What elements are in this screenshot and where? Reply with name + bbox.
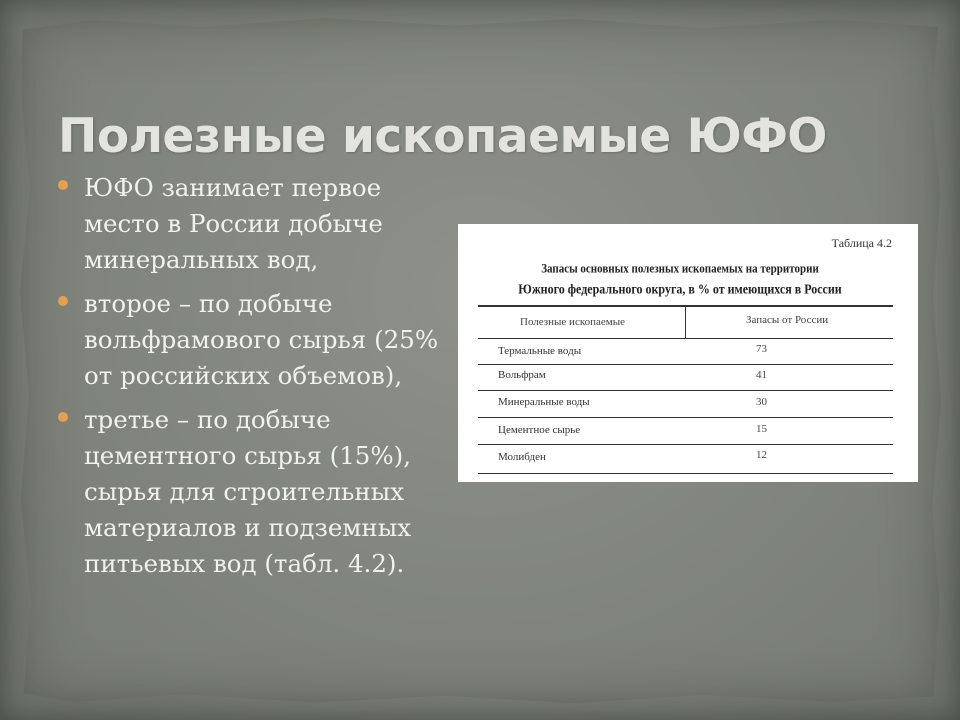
bullet-text: третье – по добыче цементного сырья (15%), сырья для строительных материалов и подземных питьевых вод (табл. 4.2). bbox=[84, 405, 412, 578]
table-row-value: 30 bbox=[756, 396, 767, 408]
bullet-text: ЮФО занимает первое место в России добыче минеральных вод, bbox=[84, 173, 383, 274]
reserves-table-image bbox=[458, 224, 918, 482]
table-row-rule bbox=[478, 390, 893, 391]
table-row-value: 12 bbox=[756, 449, 767, 461]
table-row-name: Минеральные воды bbox=[498, 396, 590, 408]
table-row-name: Вольфрам bbox=[498, 369, 546, 381]
table-row-name: Термальные воды bbox=[498, 345, 582, 357]
bullet-list bbox=[58, 170, 458, 590]
table-row-value: 73 bbox=[756, 343, 767, 355]
bullet-text: второе – по добыче вольфрамового сырья (25% от российских объемов), bbox=[84, 289, 439, 390]
table-header-reserves: Запасы от России bbox=[746, 314, 829, 326]
table-header-minerals: Полезные ископаемые bbox=[520, 316, 625, 328]
table-title-line1: Запасы основных полезных ископаемых на территории bbox=[541, 262, 819, 276]
table-row-rule bbox=[478, 364, 893, 365]
bullet-dot-icon bbox=[58, 412, 68, 422]
table-title-line2: Южного федерального округа, в % от имеющихся в России bbox=[518, 280, 842, 297]
bullet-item bbox=[58, 170, 458, 278]
bullet-dot-icon bbox=[58, 180, 68, 190]
table-row-name: Молибден bbox=[498, 451, 546, 463]
table-rule-header bbox=[478, 338, 893, 339]
slide-title: Полезные ископаемые ЮФО bbox=[58, 109, 827, 165]
table-row-rule bbox=[478, 444, 893, 445]
table-row-rule bbox=[478, 417, 893, 418]
bullet-item bbox=[58, 402, 458, 582]
table-row-value: 15 bbox=[756, 423, 767, 435]
table-row-name: Цементное сырье bbox=[498, 424, 581, 436]
bullet-dot-icon bbox=[58, 296, 68, 306]
bullet-item bbox=[58, 286, 458, 394]
table-row-value: 41 bbox=[756, 369, 767, 381]
table-column-divider bbox=[685, 306, 686, 338]
table-caption: Таблица 4.2 bbox=[831, 236, 892, 250]
table-rule-bottom bbox=[478, 473, 893, 474]
